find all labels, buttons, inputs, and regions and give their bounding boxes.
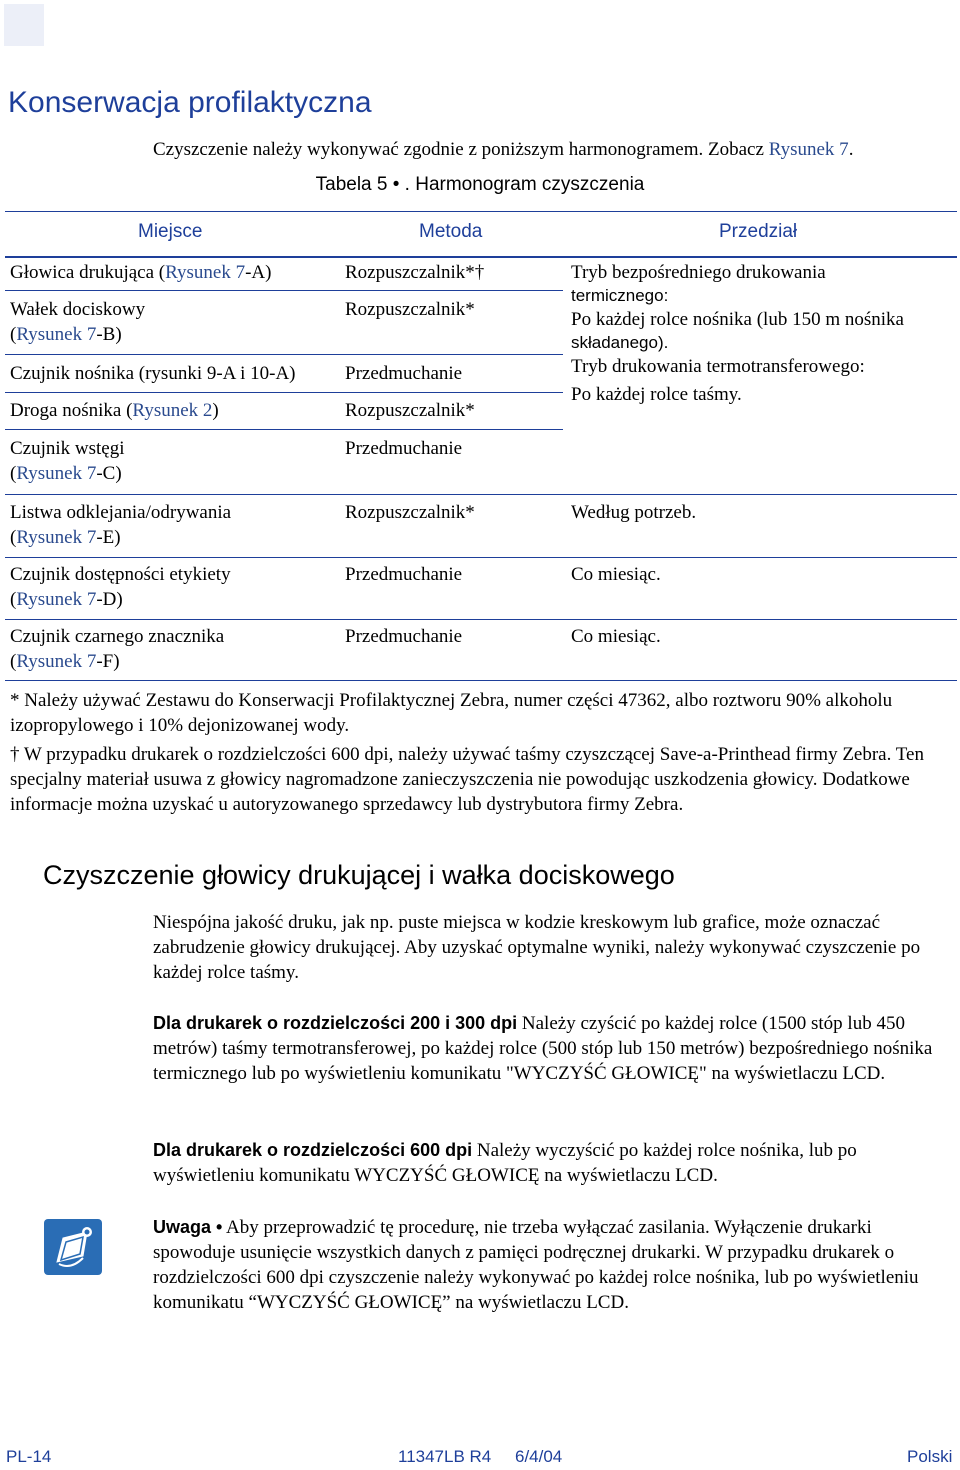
section-paragraph: Niespójna jakość druku, jak np. puste miejsca w kodzie kreskowym lub grafice, może oznaczać zabrudzenie głowicy drukującej. Aby uzyskać optymalne wyniki, należy wykonywać czyszczenie po każdej rolce taśmy.: [153, 912, 921, 983]
interval-line: Po każdej rolce nośnika (lub 150 m nośnika: [571, 309, 904, 330]
paragraph-200-300dpi: [153, 1011, 953, 1086]
table-row: [10, 436, 340, 486]
paragraph-lead: Dla drukarek o rozdzielczości 200 i 300 dpi: [153, 1013, 518, 1033]
table-row: [10, 562, 340, 612]
intro-figure-link[interactable]: Rysunek 7: [768, 139, 849, 160]
footer-date: 6/4/04: [515, 1447, 563, 1466]
interval-cell: Według potrzeb.: [571, 502, 697, 523]
intro-text-body: Czyszczenie należy wykonywać zgodnie z poniższym harmonogramem. Zobacz: [153, 139, 769, 160]
intro-text-end: .: [848, 139, 854, 160]
method-cell: Rozpuszczalnik*: [345, 400, 475, 421]
place-text: Czujnik dostępności etykiety: [10, 564, 231, 585]
place-open: (: [10, 463, 17, 484]
figure-link[interactable]: Rysunek 7: [16, 651, 97, 672]
method-cell: Przedmuchanie: [345, 564, 463, 585]
paragraph-body: Należy wyczyścić po każdej rolce nośnika, lub po wyświetleniu komunikatu WYCZYŚĆ GŁOWICĘ na wyświetlaczu LCD.: [153, 1140, 857, 1186]
figure-link[interactable]: Rysunek 7: [16, 589, 97, 610]
method-cell: Rozpuszczalnik*†: [345, 262, 485, 283]
place-text: Głowica drukująca (: [10, 262, 166, 283]
interval-line: Tryb drukowania termotransferowego:: [571, 356, 865, 377]
note-lead: Uwaga •: [153, 1217, 223, 1237]
paragraph-lead: Dla drukarek o rozdzielczości 600 dpi: [153, 1140, 473, 1160]
row-divider: [5, 290, 563, 291]
paragraph-body: Należy czyścić po każdej rolce (1500 stóp lub 450 metrów) taśmy termotransferowej, po każdej rolce (500 stóp lub 150 metrów) bezpośredniego nośnika termicznego lub po wyświetleniu komunikatu "WYCZYŚĆ GŁOWICĘ" na wyświetlaczu LCD.: [153, 1013, 933, 1084]
header-method: Metoda: [419, 221, 483, 242]
place-open: (: [10, 651, 17, 672]
place-end: -B): [96, 324, 122, 345]
table-row: [10, 297, 340, 347]
place-open: (: [10, 324, 17, 345]
table-row: [10, 500, 340, 550]
footnote-dagger: † W przypadku drukarek o rozdzielczości 600 dpi, należy używać taśmy czyszczącej Save-a-Printhead firmy Zebra. Ten specjalny materiał usuwa z głowicy nagromadzone zanieczyszczenia nie powodując uszkodzenia głowicy. Dodatkowe informacje można uzyskać u autoryzowanego sprzedawcy lub dystrybutora firmy Zebra.: [10, 744, 924, 815]
figure-link[interactable]: Rysunek 7: [16, 324, 97, 345]
figure-link[interactable]: Rysunek 7: [16, 527, 97, 548]
table-row: [10, 260, 340, 285]
row-divider: [5, 494, 957, 495]
method-cell: Rozpuszczalnik*: [345, 299, 475, 320]
place-text: Droga nośnika (: [10, 400, 133, 421]
interval-line: Tryb bezpośredniego drukowania: [571, 262, 826, 283]
place-end: -E): [96, 527, 121, 548]
place-end: ): [212, 400, 219, 421]
method-cell: Przedmuchanie: [345, 438, 463, 459]
place-text: Wałek dociskowy: [10, 299, 146, 320]
place-open: (: [10, 527, 17, 548]
figure-link[interactable]: Rysunek 2: [132, 400, 213, 421]
row-divider: [5, 354, 563, 355]
place-end: -F): [96, 651, 120, 672]
place-open: (: [10, 589, 17, 610]
footer-page-number: PL-14: [6, 1447, 52, 1466]
place-end: -A): [245, 262, 272, 283]
place-end: -D): [96, 589, 123, 610]
section-title: Czyszczenie głowicy drukującej i wałka dociskowego: [43, 860, 675, 890]
paragraph-600dpi: [153, 1138, 953, 1188]
row-divider: [5, 429, 563, 430]
figure-link[interactable]: Rysunek 7: [165, 262, 246, 283]
table-bottom-rule: [5, 680, 957, 681]
place-text: Czujnik czarnego znacznika: [10, 626, 225, 647]
interval-cell: Co miesiąc.: [571, 626, 661, 647]
method-cell: Rozpuszczalnik*: [345, 502, 475, 523]
table-row: Czujnik nośnika (rysunki 9-A i 10-A): [10, 363, 296, 384]
note-icon: [43, 1218, 103, 1276]
row-divider: [5, 557, 957, 558]
table-row: [10, 398, 340, 423]
header-place: Miejsce: [138, 221, 203, 242]
place-end: -C): [96, 463, 122, 484]
header-interval: Przedział: [719, 221, 798, 242]
interval-cell: Co miesiąc.: [571, 564, 661, 585]
table-row: [10, 624, 340, 674]
corner-marker: [4, 4, 44, 46]
interval-line: termicznego:: [571, 286, 669, 305]
interval-line: Po każdej rolce taśmy.: [571, 384, 742, 405]
footnote-asterisk: * Należy używać Zestawu do Konserwacji Profilaktycznej Zebra, numer części 47362, albo roztworu 90% alkoholu izopropylowego i 10% dejonizowanej wody.: [10, 690, 893, 736]
method-cell: Przedmuchanie: [345, 363, 463, 384]
page-title: Konserwacja profilaktyczna: [8, 86, 372, 119]
place-text: Listwa odklejania/odrywania: [10, 502, 232, 523]
interval-line: składanego).: [571, 333, 669, 352]
note-paragraph: [153, 1215, 953, 1315]
row-divider: [5, 392, 563, 393]
method-cell: Przedmuchanie: [345, 626, 463, 647]
note-body: Aby przeprowadzić tę procedurę, nie trzeba wyłączać zasilania. Wyłączenie drukarki spowoduje usunięcie wszystkich danych z pamięci podręcznej drukarki. W przypadku drukarek o rozdzielczości 600 dpi czyszczenie należy wykonywać po każdej rolce nośnika, lub po wyświetleniu komunikatu “WYCZYŚĆ GŁOWICĘ” na wyświetlaczu LCD.: [153, 1217, 919, 1313]
interval-merged-cell: [571, 260, 956, 407]
row-divider: [5, 619, 957, 620]
footer-doc-id: 11347LB R4: [398, 1447, 492, 1466]
footer-language: Polski: [907, 1447, 953, 1466]
intro-text: [153, 139, 853, 161]
place-text: Czujnik wstęgi: [10, 438, 125, 459]
figure-link[interactable]: Rysunek 7: [16, 463, 97, 484]
table-caption: Tabela 5 • . Harmonogram czyszczenia: [315, 174, 645, 195]
